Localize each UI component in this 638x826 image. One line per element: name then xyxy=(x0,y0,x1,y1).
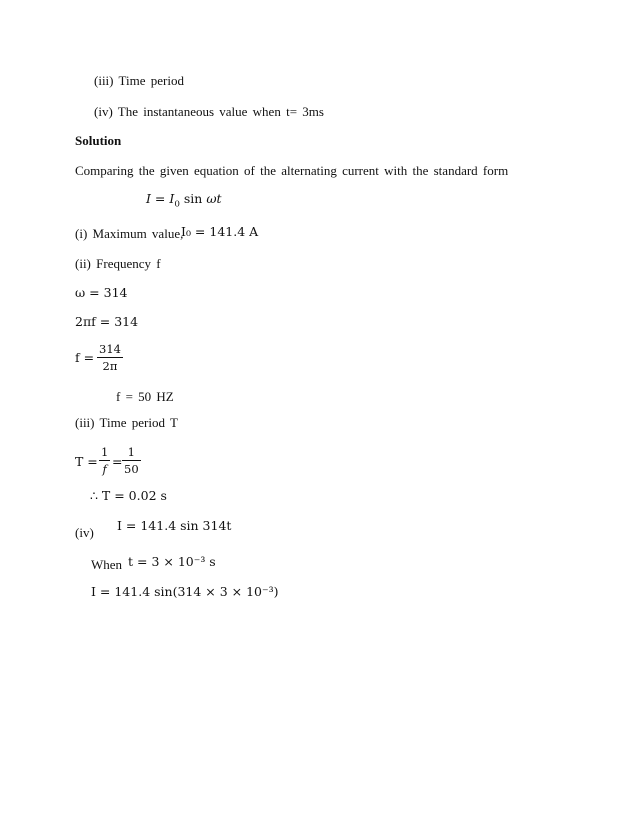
t-result: ∴ T = 0.02 s xyxy=(90,488,167,503)
item-iv xyxy=(94,104,324,120)
fraction-bar xyxy=(97,357,123,358)
t-fraction-1-numerator: 1 xyxy=(101,445,109,459)
part-i-equation: I₀ = 141.4 A xyxy=(181,224,259,239)
part-iv-equation: I = 141.4 sin 314t xyxy=(117,518,232,533)
part-iv-label: (iv) xyxy=(75,525,94,540)
f-result: f = 50 HZ xyxy=(116,389,174,404)
item-iii-text: Time period xyxy=(118,73,184,88)
f-fraction-numerator: 314 xyxy=(99,342,121,356)
solution-heading: Solution xyxy=(75,133,122,148)
t-fraction-2-numerator: 1 xyxy=(127,445,135,459)
f-fraction xyxy=(97,342,123,373)
f-lhs: f = xyxy=(75,350,95,365)
t-lhs: T = xyxy=(75,454,98,469)
standard-form-equation: $I = I_0$ sin ωt xyxy=(146,191,222,210)
t-fraction-1-denominator: f xyxy=(102,462,107,476)
substituted-equation: I = 141.4 sin(314 × 3 × 10⁻³) xyxy=(91,584,279,599)
t-equals: = xyxy=(112,454,123,469)
t-fraction-2-denominator: 50 xyxy=(124,462,139,476)
f-fraction-denominator: 2π xyxy=(102,359,118,373)
fraction-bar xyxy=(99,460,110,461)
omega-equation: ω = 314 xyxy=(75,285,128,300)
two-pi-f-equation: 2πf = 314 xyxy=(75,314,139,329)
item-iii-label: (iii) xyxy=(94,73,114,88)
part-i-label: (i) Maximum value, xyxy=(75,226,184,241)
when-label: When xyxy=(91,557,123,572)
when-equation: t = 3 × 10⁻³ s xyxy=(128,554,216,569)
item-iv-label: (iv) xyxy=(94,104,113,119)
part-iii-label: (iii) Time period T xyxy=(75,415,178,430)
t-fraction-2 xyxy=(122,445,141,476)
intro-paragraph: Comparing the given equation of the alternating current with the standard form xyxy=(75,163,509,178)
part-ii-label: (ii) Frequency f xyxy=(75,256,161,271)
fraction-bar xyxy=(122,460,141,461)
item-iv-text: The instantaneous value when t= 3ms xyxy=(117,104,324,119)
item-iii xyxy=(94,73,184,89)
t-fraction-1 xyxy=(99,445,110,476)
